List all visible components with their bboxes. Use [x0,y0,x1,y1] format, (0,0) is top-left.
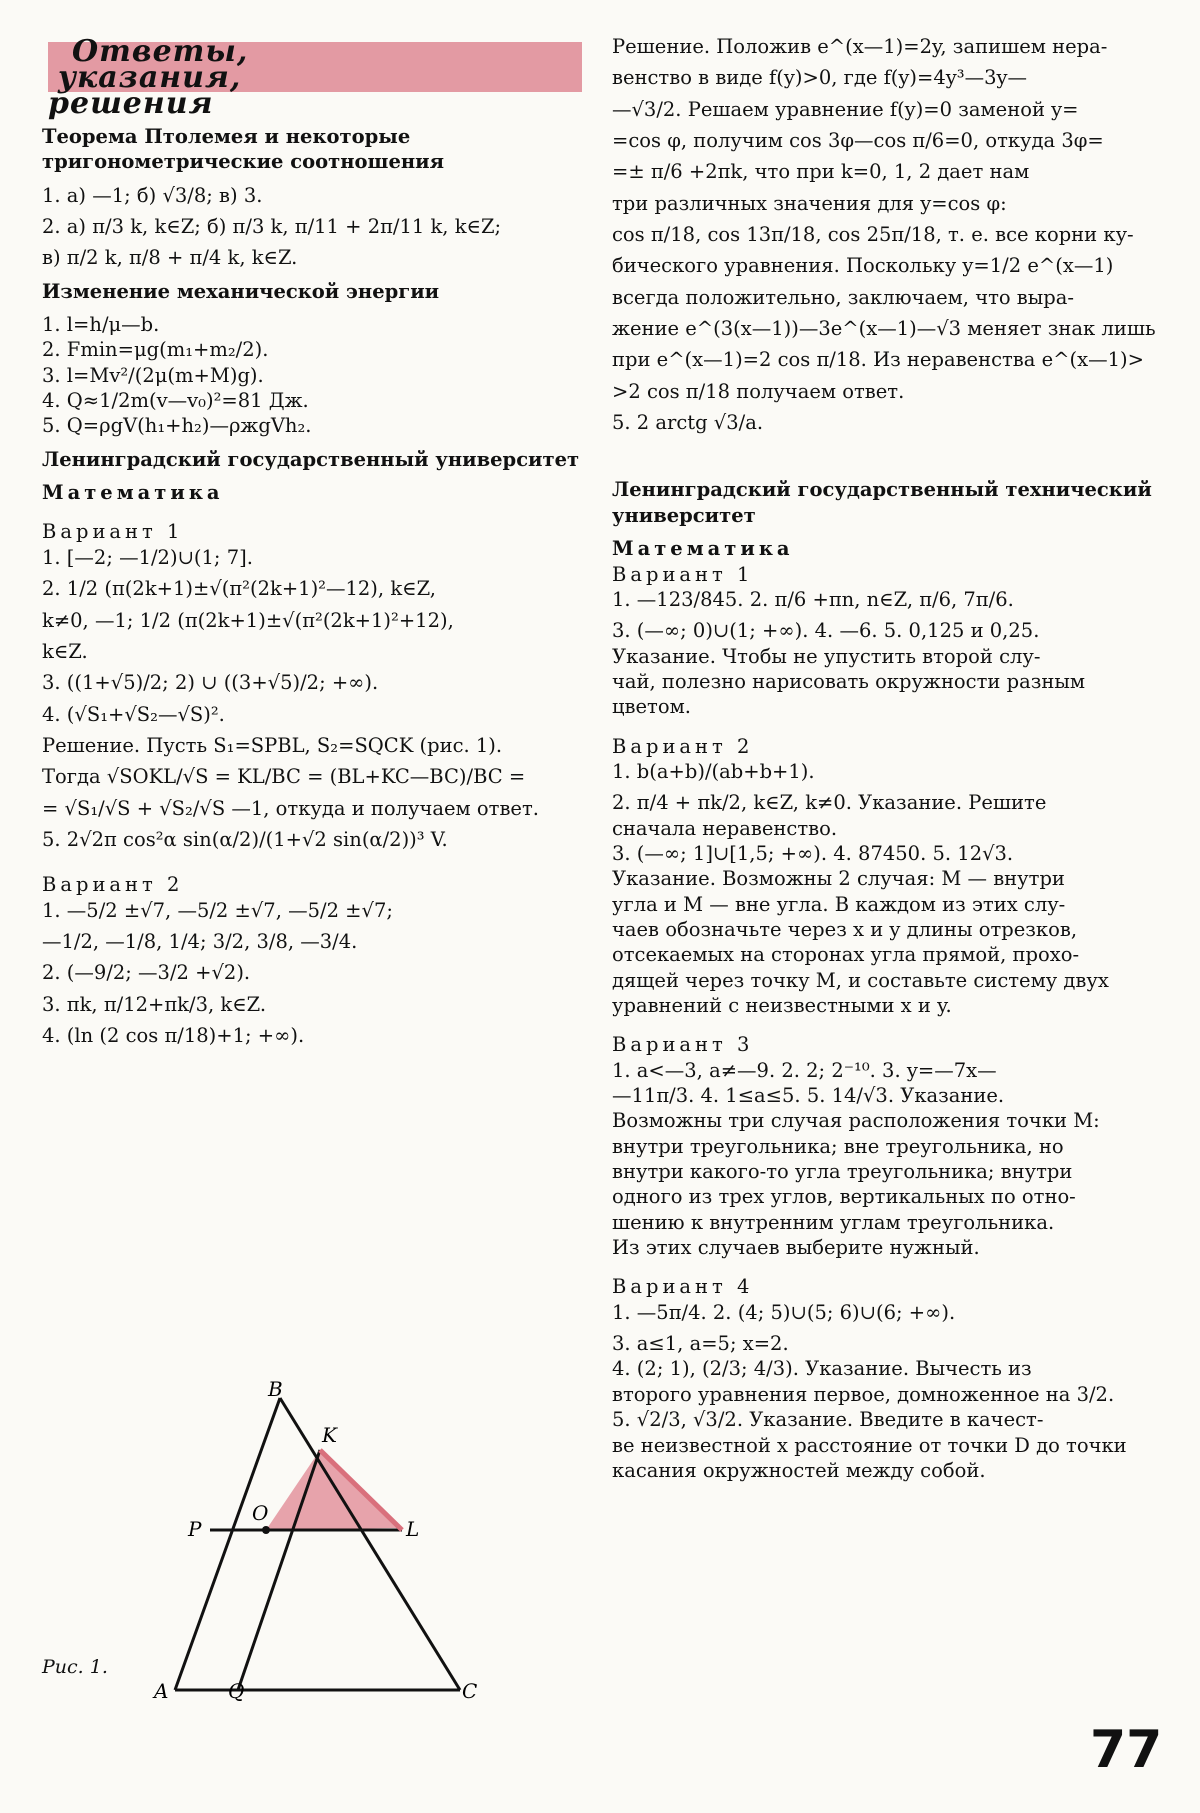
answer-line: Из этих случаев выберите нужный. [612,1236,980,1260]
answer-line: уравнений с неизвестными x и y. [612,994,952,1017]
answer-line: = √S₁/√S + √S₂/√S —1, откуда и получаем ответ. [42,796,539,820]
answer-line: одного из трех углов, вертикальных по отно- [612,1185,1076,1209]
answer-line: бического уравнения. Поскольку y=1/2 e^(x—1) [612,254,1114,278]
answer-line: 3. πk, π/12+πk/3, k∈Z. [42,992,267,1016]
answer-line: чай, полезно нарисовать окружности разным [612,669,1086,693]
left-column [42,34,582,1054]
answer-line: —√3/2. Решаем уравнение f(y)=0 заменой y= [612,97,1079,121]
section-title-lgtu: Ленинградский государственный технический университет [612,478,1152,527]
variant-label: Вариант 2 [612,734,754,758]
section-title-ptolemy: Теорема Птолемея и некоторые тригонометрические соотношения [42,125,444,174]
answer-line: 1. b(a+b)/(ab+b+1). [612,759,815,783]
variant-label: Вариант 2 [42,873,184,897]
label-l: L [406,1517,420,1541]
variant-label: Вариант 1 [612,562,754,586]
label-k: K [322,1423,337,1447]
point-o [262,1526,270,1534]
answer-line: =cos φ, получим cos 3φ—cos π/6=0, откуда 3φ= [612,129,1104,153]
side-ab [175,1398,280,1690]
side-bc [280,1398,460,1690]
answer-line: k≠0, —1; 1/2 (π(2k+1)±√(π²(2k+1)²+12), [42,608,454,632]
answer-line: при e^(x—1)=2 cos π/18. Из неравенства e^(x—1)> [612,348,1144,372]
answer-line: 1. а) —1; б) √3/8; в) 3. [42,183,263,207]
page-number: 77 [1090,1720,1163,1780]
answer-line: —11π/3. 4. 1≤a≤5. 5. 14/√3. Указание. [612,1084,1005,1108]
answer-line: Решение. Пусть S₁=SPBL, S₂=SQCK (рис. 1). [42,733,503,757]
label-b: B [268,1377,283,1401]
answer-line: дящей через точку M, и составьте систему двух [612,968,1109,992]
answer-line: 3. (—∞; 1]∪[1,5; +∞). 4. 87450. 5. 12√3. [612,841,1014,865]
variant-label: Вариант 3 [612,1033,754,1057]
answer-line: внутри какого-то угла треугольника; внутри [612,1160,1073,1184]
answer-line: 3. ((1+√5)/2; 2) ∪ ((3+√5)/2; +∞). [42,671,379,695]
answer-line: =± π/6 +2πk, что при k=0, 1, 2 дает нам [612,160,1030,184]
answer-line: 1. —123/845. 2. π/6 +πn, n∈Z, π/6, 7π/6. [612,587,1014,611]
label-a: A [154,1679,169,1703]
answer-line: 3. l=Mv²/(2μ(m+M)g). [42,363,264,387]
answer-line: Возможны три случая расположения точки M: [612,1109,1100,1133]
answer-line: чаев обозначьте через x и y длины отрезков, [612,917,1078,941]
answer-line: угла и M — вне угла. В каждом из этих слу- [612,892,1066,916]
answer-line: 2. π/4 + πk/2, k∈Z, k≠0. Указание. Решите [612,791,1047,815]
variant-label: Вариант 4 [612,1275,754,1299]
answer-line: —1/2, —1/8, 1/4; 3/2, 3/8, —3/4. [42,929,358,953]
answer-line: 4. (ln (2 cos π/18)+1; +∞). [42,1023,305,1047]
answer-line: в) π/2 k, π/8 + π/4 k, k∈Z. [42,246,298,270]
answer-line: 4. (2; 1), (2/3; 4/3). Указание. Вычесть из [612,1357,1032,1381]
label-p: P [188,1517,202,1541]
subject-heading: Математика [612,537,794,561]
answer-line: жение e^(3(x—1))—3e^(x—1)—√3 меняет знак лишь [612,317,1156,341]
answer-line: сначала неравенство. [612,816,838,840]
answer-line: шению к внутренним углам треугольника. [612,1210,1055,1234]
triangle-figure [30,1377,550,1703]
answer-line: 2. 1/2 (π(2k+1)±√(π²(2k+1)²—12), k∈Z, [42,577,436,601]
answer-line: 3. (—∞; 0)∪(1; +∞). 4. —6. 5. 0,125 и 0,25. [612,619,1040,643]
logo-line-1: Ответы, [72,34,249,69]
answer-line: 5. 2√2π cos²α sin(α/2)/(1+√2 sin(α/2))³ V. [42,827,448,851]
section-logo [42,34,582,121]
answer-line: цветом. [612,695,691,719]
answer-line: касания окружностей между собой. [612,1458,986,1482]
answer-line: 4. (√S₁+√S₂—√S)². [42,702,225,726]
section-title-lgu: Ленинградский государственный университет [42,447,580,471]
answer-line: всегда положительно, заключаем, что выра- [612,285,1075,309]
answer-line: 5. √2/3, √3/2. Указание. Введите в качест- [612,1408,1044,1432]
answer-line: внутри треугольника; вне треугольника, но [612,1134,1064,1158]
subject-heading: Математика [42,481,224,505]
answer-line: ве неизвестной x расстояние от точки D до точки [612,1433,1127,1457]
answer-line: cos π/18, cos 13π/18, cos 25π/18, т. е. все корни ку- [612,223,1134,247]
answer-line: 2. (—9/2; —3/2 +√2). [42,961,251,985]
label-c: C [462,1679,478,1703]
answer-line: венство в виде f(y)>0, где f(y)=4y³—3y— [612,66,1028,90]
label-o: O [252,1501,269,1525]
variant-label: Вариант 1 [42,520,184,544]
answer-line: отсекаемых на сторонах угла прямой, прохо- [612,943,1080,967]
answer-line: k∈Z. [42,639,88,663]
right-column [612,34,1156,1483]
segment-qk [238,1450,320,1690]
section-title-energy: Изменение механической энергии [42,279,440,303]
answer-line: 2. а) π/3 k, k∈Z; б) π/3 k, π/11 + 2π/11 k, k∈Z; [42,215,502,239]
label-q: Q [228,1679,245,1703]
answer-line: три различных значения для y=cos φ: [612,191,1007,215]
answer-line: 1. [—2; —1/2)∪(1; 7]. [42,545,253,569]
answer-line: Указание. Чтобы не упустить второй слу- [612,644,1041,668]
logo-line-3: решения [48,86,214,121]
figure-caption: Рис. 1. [42,1656,108,1678]
answer-line: 4. Q≈1/2m(v—v₀)²=81 Дж. [42,389,309,413]
answer-line: 1. —5/2 ±√7, —5/2 ±√7, —5/2 ±√7; [42,898,393,922]
answer-line: 3. a≤1, a=5; x=2. [612,1332,789,1356]
answer-line: Решение. Положив e^(x—1)=2y, запишем нера- [612,35,1108,58]
answer-line: >2 cos π/18 получаем ответ. [612,379,905,403]
answer-line: 1. a<—3, a≠—9. 2. 2; 2⁻¹⁰. 3. y=—7x— [612,1058,997,1082]
answer-line: второго уравнения первое, домноженное на 3/2. [612,1382,1115,1406]
logo-line-2: указания, [58,60,242,95]
answer-line: Указание. Возможны 2 случая: M — внутри [612,867,1065,891]
answer-line: Тогда √SOKL/√S = KL/BC = (BL+KC—BC)/BC = [42,765,526,789]
answer-line: 5. Q=ρgV(h₁+h₂)—ρжgVh₂. [42,414,312,438]
answer-line: 2. Fmin=μg(m₁+m₂/2). [42,338,269,362]
answer-line: 1. l=h/μ—b. [42,313,160,337]
answer-line: 1. —5π/4. 2. (4; 5)∪(5; 6)∪(6; +∞). [612,1300,956,1324]
answer-line: 5. 2 arctg √3/a. [612,411,764,435]
